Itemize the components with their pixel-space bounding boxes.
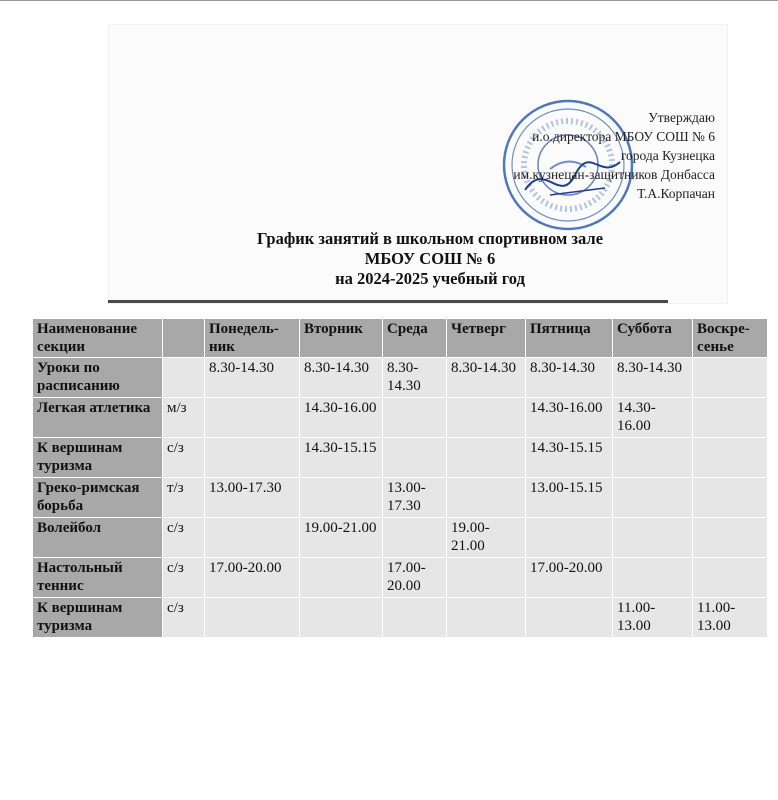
section-name-cell: Уроки по расписанию [33,358,163,398]
time-cell [447,598,526,638]
time-cell: 11.00-13.00 [693,598,768,638]
top-rule [0,0,778,1]
approval-line: Т.А.Корпачан [637,186,715,201]
time-cell: 8.30-14.30 [447,358,526,398]
time-cell [613,438,693,478]
time-cell [447,478,526,518]
time-cell [613,518,693,558]
approval-line: и.о.директора МБОУ СОШ № 6 [532,129,715,144]
column-header: Среда [383,319,447,358]
title-line: на 2024-2025 учебный год [335,269,525,288]
column-header: Воскре-сенье [693,319,768,358]
time-cell [205,438,300,478]
time-cell: 19.00-21.00 [447,518,526,558]
time-cell [383,598,447,638]
column-header: Пятница [526,319,613,358]
scan-edge [108,300,668,303]
section-name-cell: К вершинам туризма [33,438,163,478]
time-cell [693,398,768,438]
hall-type-cell: с/з [163,438,205,478]
time-cell [613,478,693,518]
section-name-cell: Настольный теннис [33,558,163,598]
time-cell: 14.30-16.00 [613,398,693,438]
time-cell [693,558,768,598]
column-header: Суббота [613,319,693,358]
time-cell [383,518,447,558]
approval-line: Утверждаю [648,110,715,125]
approval-line: города Кузнецка [620,148,715,163]
time-cell: 17.00-20.00 [383,558,447,598]
time-cell [205,598,300,638]
column-header: Вторник [300,319,383,358]
table-body [33,358,768,638]
section-name-cell: К вершинам туризма [33,598,163,638]
time-cell [693,518,768,558]
time-cell [383,398,447,438]
table-row [33,438,768,478]
column-header: Четверг [447,319,526,358]
hall-type-cell: м/з [163,398,205,438]
table-header-row [33,319,768,358]
time-cell [693,438,768,478]
time-cell: 13.00-15.15 [526,478,613,518]
column-header: Наименование секции [33,319,163,358]
section-name-cell: Греко-римская борьба [33,478,163,518]
table-row [33,598,768,638]
time-cell: 8.30-14.30 [383,358,447,398]
table-row [33,398,768,438]
time-cell: 14.30-15.15 [526,438,613,478]
time-cell [447,438,526,478]
time-cell: 13.00-17.30 [205,478,300,518]
approval-block [455,108,715,203]
time-cell [693,478,768,518]
time-cell [613,558,693,598]
title-line: График занятий в школьном спортивном зале [256,229,604,248]
column-header [163,319,205,358]
time-cell: 11.00-13.00 [613,598,693,638]
time-cell: 8.30-14.30 [613,358,693,398]
time-cell [300,558,383,598]
hall-type-cell [163,358,205,398]
time-cell: 17.00-20.00 [205,558,300,598]
time-cell [205,398,300,438]
time-cell [300,478,383,518]
time-cell: 8.30-14.30 [526,358,613,398]
time-cell [526,598,613,638]
section-name-cell: Волейбол [33,518,163,558]
time-cell [205,518,300,558]
time-cell: 8.30-14.30 [300,358,383,398]
title-line: МБОУ СОШ № 6 [364,249,496,268]
approval-line: им.кузнецан-защитников Донбасса [513,167,715,182]
column-header: Понедель-ник [205,319,300,358]
table-row [33,358,768,398]
time-cell: 19.00-21.00 [300,518,383,558]
document-title [180,229,680,289]
time-cell: 14.30-16.00 [526,398,613,438]
time-cell: 13.00-17.30 [383,478,447,518]
time-cell [526,518,613,558]
hall-type-cell: с/з [163,558,205,598]
time-cell [693,358,768,398]
schedule-table [32,318,768,638]
table-row [33,558,768,598]
time-cell [383,438,447,478]
time-cell: 17.00-20.00 [526,558,613,598]
hall-type-cell: с/з [163,518,205,558]
time-cell: 14.30-15.15 [300,438,383,478]
time-cell [300,598,383,638]
section-name-cell: Легкая атлетика [33,398,163,438]
time-cell [447,398,526,438]
table-row [33,478,768,518]
time-cell: 14.30-16.00 [300,398,383,438]
hall-type-cell: т/з [163,478,205,518]
time-cell [447,558,526,598]
table-row [33,518,768,558]
time-cell: 8.30-14.30 [205,358,300,398]
hall-type-cell: с/з [163,598,205,638]
